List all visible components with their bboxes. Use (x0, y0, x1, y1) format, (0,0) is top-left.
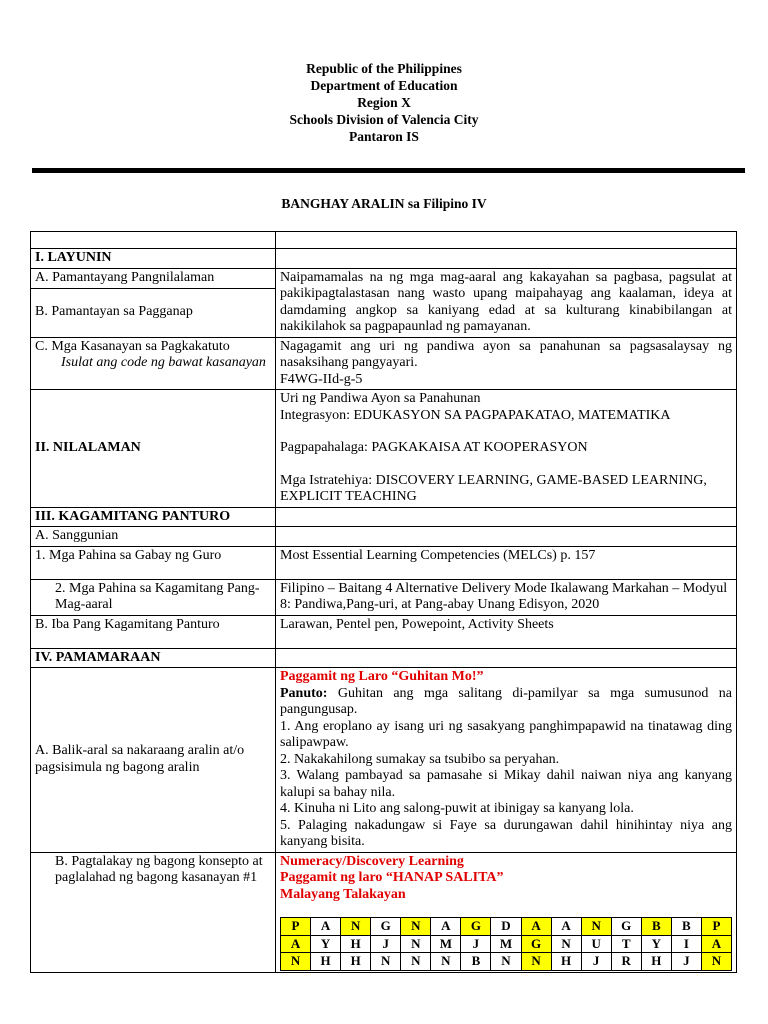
grid-cell: H (641, 953, 671, 971)
table-row (31, 615, 737, 648)
row-label-cell (31, 337, 276, 390)
activity-line: Numeracy/Discovery Learning (280, 853, 464, 869)
materials-text: Larawan, Pentel pen, Powepoint, Activity Sheets (276, 615, 737, 648)
list-item: 3. Walang pambayad sa pamasahe si Mikay dahil naiwan niya ang kanyang kalupi sa bahay nila. (280, 768, 732, 800)
row-label: A. Balik-aral sa nakaraang aralin at/o pagsisimula ng bagong aralin (31, 668, 276, 853)
instruction (280, 686, 732, 719)
grid-cell: N (281, 953, 311, 971)
blank-cell (276, 527, 737, 547)
activity-line: Malayang Talakayan (280, 886, 406, 902)
grid-cell: G (461, 918, 491, 936)
instruction-label: Panuto: (280, 685, 328, 701)
row-label: A. Sanggunian (31, 527, 276, 547)
list-item: 5. Palaging nakadungaw si Faye sa durungawan dahil hinihintay niya ang kanyang bisita. (280, 817, 732, 849)
section-heading: I. LAYUNIN (31, 249, 276, 269)
table-row (31, 507, 737, 527)
grid-cell: N (401, 935, 431, 953)
grid-cell: I (671, 935, 701, 953)
table-row (31, 668, 737, 853)
grid-cell: G (521, 935, 551, 953)
list-item: 1. Ang eroplano ay isang uri ng sasakyang panghimpapawid na tinatawag ding salipawpaw. (280, 718, 732, 750)
content-cell (276, 337, 737, 390)
content-standard-text: Naipamamalas na ng mga mag-aaral ang kakayahan sa pagbasa, pagsulat at pakikipagtalastasan nang wasto upang maipahayag ang kaalaman, ideya at damdaming angkop sa kaniyang edad at sa kulturang kinabibilangan at nakikilahok sa pagpapaunlad ng pamayanan. (276, 268, 737, 337)
grid-cell: R (611, 953, 641, 971)
table-row (31, 390, 737, 508)
table-row (31, 268, 737, 288)
grid-cell: U (581, 935, 611, 953)
grid-cell: M (491, 935, 521, 953)
grid-cell: Y (311, 935, 341, 953)
header-line: Region X (357, 95, 411, 110)
row-label: 1. Mga Pahina sa Gabay ng Guro (31, 546, 276, 579)
row-label: B. Pagtalakay ng bagong konsepto at paglalahad ng bagong kasanayan #1 (31, 852, 276, 972)
table-row (31, 249, 737, 269)
list-item: 4. Kinuha ni Lito ang salong-puwit at ibinigay sa kanyang lola. (280, 801, 634, 816)
grid-cell: N (701, 953, 731, 971)
document-title: BANGHAY ARALIN sa Filipino IV (281, 196, 487, 211)
lesson-plan-table (30, 231, 737, 973)
reference-text: Most Essential Learning Competencies (MELCs) p. 157 (276, 546, 737, 579)
table-row (31, 527, 737, 547)
header-line: Republic of the Philippines (306, 61, 462, 76)
grid-cell: A (521, 918, 551, 936)
table-row (31, 579, 737, 615)
grid-cell: N (491, 953, 521, 971)
grid-cell: G (611, 918, 641, 936)
blank-cell (31, 232, 276, 249)
grid-cell: T (611, 935, 641, 953)
blank-cell (276, 648, 737, 668)
row-label: C. Mga Kasanayan sa Pagkakatuto (35, 338, 230, 354)
grid-cell: P (281, 918, 311, 936)
table-row (31, 546, 737, 579)
grid-cell: P (701, 918, 731, 936)
grid-cell: N (401, 953, 431, 971)
competency-text: Nagagamit ang uri ng pandiwa ayon sa panahunan sa pagsasalaysay ng nasaksihang pangyayari. (280, 338, 732, 370)
content-cell (276, 390, 737, 508)
section-heading: II. NILALAMAN (31, 390, 276, 508)
instruction-text: Guhitan ang mga salitang di-pamilyar sa mga sumusunod na pangungusap. (280, 685, 732, 717)
blank-cell (276, 249, 737, 269)
section-heading: III. KAGAMITANG PANTURO (31, 507, 276, 527)
row-sublabel: Isulat ang code ng bawat kasanayan (61, 355, 266, 370)
reference-text: Filipino – Baitang 4 Alternative Delivery Mode Ikalawang Markahan – Modyul 8: Pandiwa,Pang-uri, at Pang-abay Unang Edisyon, 2020 (276, 579, 737, 615)
row-label: B. Pamantayan sa Pagganap (31, 288, 276, 337)
grid-row (281, 953, 732, 971)
grid-row (281, 935, 732, 953)
grid-cell: G (371, 918, 401, 936)
list-item: 2. Nakakahilong sumakay sa tsubibo sa peryahan. (280, 751, 560, 767)
table-row (31, 232, 737, 249)
blank-cell (276, 507, 737, 527)
table-row (31, 852, 737, 972)
grid-cell: H (311, 953, 341, 971)
activity-title: Paggamit ng Laro “Guhitan Mo!” (280, 669, 484, 684)
content-line: Uri ng Pandiwa Ayon sa Panahunan (280, 391, 481, 406)
grid-row (281, 918, 732, 936)
content-line: Mga Istratehiya: DISCOVERY LEARNING, GAME-BASED LEARNING, EXPLICIT TEACHING (280, 472, 707, 504)
grid-cell: N (341, 918, 371, 936)
grid-cell: N (581, 918, 611, 936)
grid-cell: A (551, 918, 581, 936)
grid-cell: A (701, 935, 731, 953)
section-heading: IV. PAMAMARAAN (31, 648, 276, 668)
grid-cell: A (311, 918, 341, 936)
grid-cell: N (401, 918, 431, 936)
blank-cell (276, 232, 737, 249)
grid-cell: J (461, 935, 491, 953)
grid-cell: D (491, 918, 521, 936)
header-line: Schools Division of Valencia City (289, 112, 479, 127)
grid-cell: H (341, 953, 371, 971)
grid-cell: Y (641, 935, 671, 953)
header-divider (32, 168, 745, 173)
grid-cell: N (371, 953, 401, 971)
row-label: A. Pamantayang Pangnilalaman (31, 268, 276, 288)
activity-line: Paggamit ng laro “HANAP SALITA” (280, 870, 504, 885)
row-label: 2. Mga Pahina sa Kagamitang Pang-Mag-aaral (31, 579, 276, 615)
word-search-grid (280, 917, 732, 971)
grid-cell: M (431, 935, 461, 953)
header-line: Department of Education (310, 78, 458, 93)
grid-cell: N (551, 935, 581, 953)
grid-cell: N (431, 953, 461, 971)
content-cell (276, 852, 737, 972)
grid-cell: H (551, 953, 581, 971)
grid-cell: H (341, 935, 371, 953)
row-label: B. Iba Pang Kagamitang Panturo (31, 615, 276, 648)
table-row (31, 337, 737, 390)
table-row (31, 648, 737, 668)
document-header (0, 60, 768, 145)
grid-cell: B (671, 918, 701, 936)
grid-cell: J (581, 953, 611, 971)
grid-cell: J (371, 935, 401, 953)
header-line: Pantaron IS (349, 129, 419, 144)
grid-cell: J (671, 953, 701, 971)
competency-code: F4WG-IId-g-5 (280, 371, 363, 387)
grid-cell: N (521, 953, 551, 971)
grid-cell: B (461, 953, 491, 971)
content-cell (276, 668, 737, 853)
grid-cell: A (281, 935, 311, 953)
content-line: Integrasyon: EDUKASYON SA PAGPAPAKATAO, MATEMATIKA (280, 407, 671, 423)
grid-cell: A (431, 918, 461, 936)
content-line: Pagpapahalaga: PAGKAKAISA AT KOOPERASYON (280, 440, 588, 455)
grid-cell: B (641, 918, 671, 936)
